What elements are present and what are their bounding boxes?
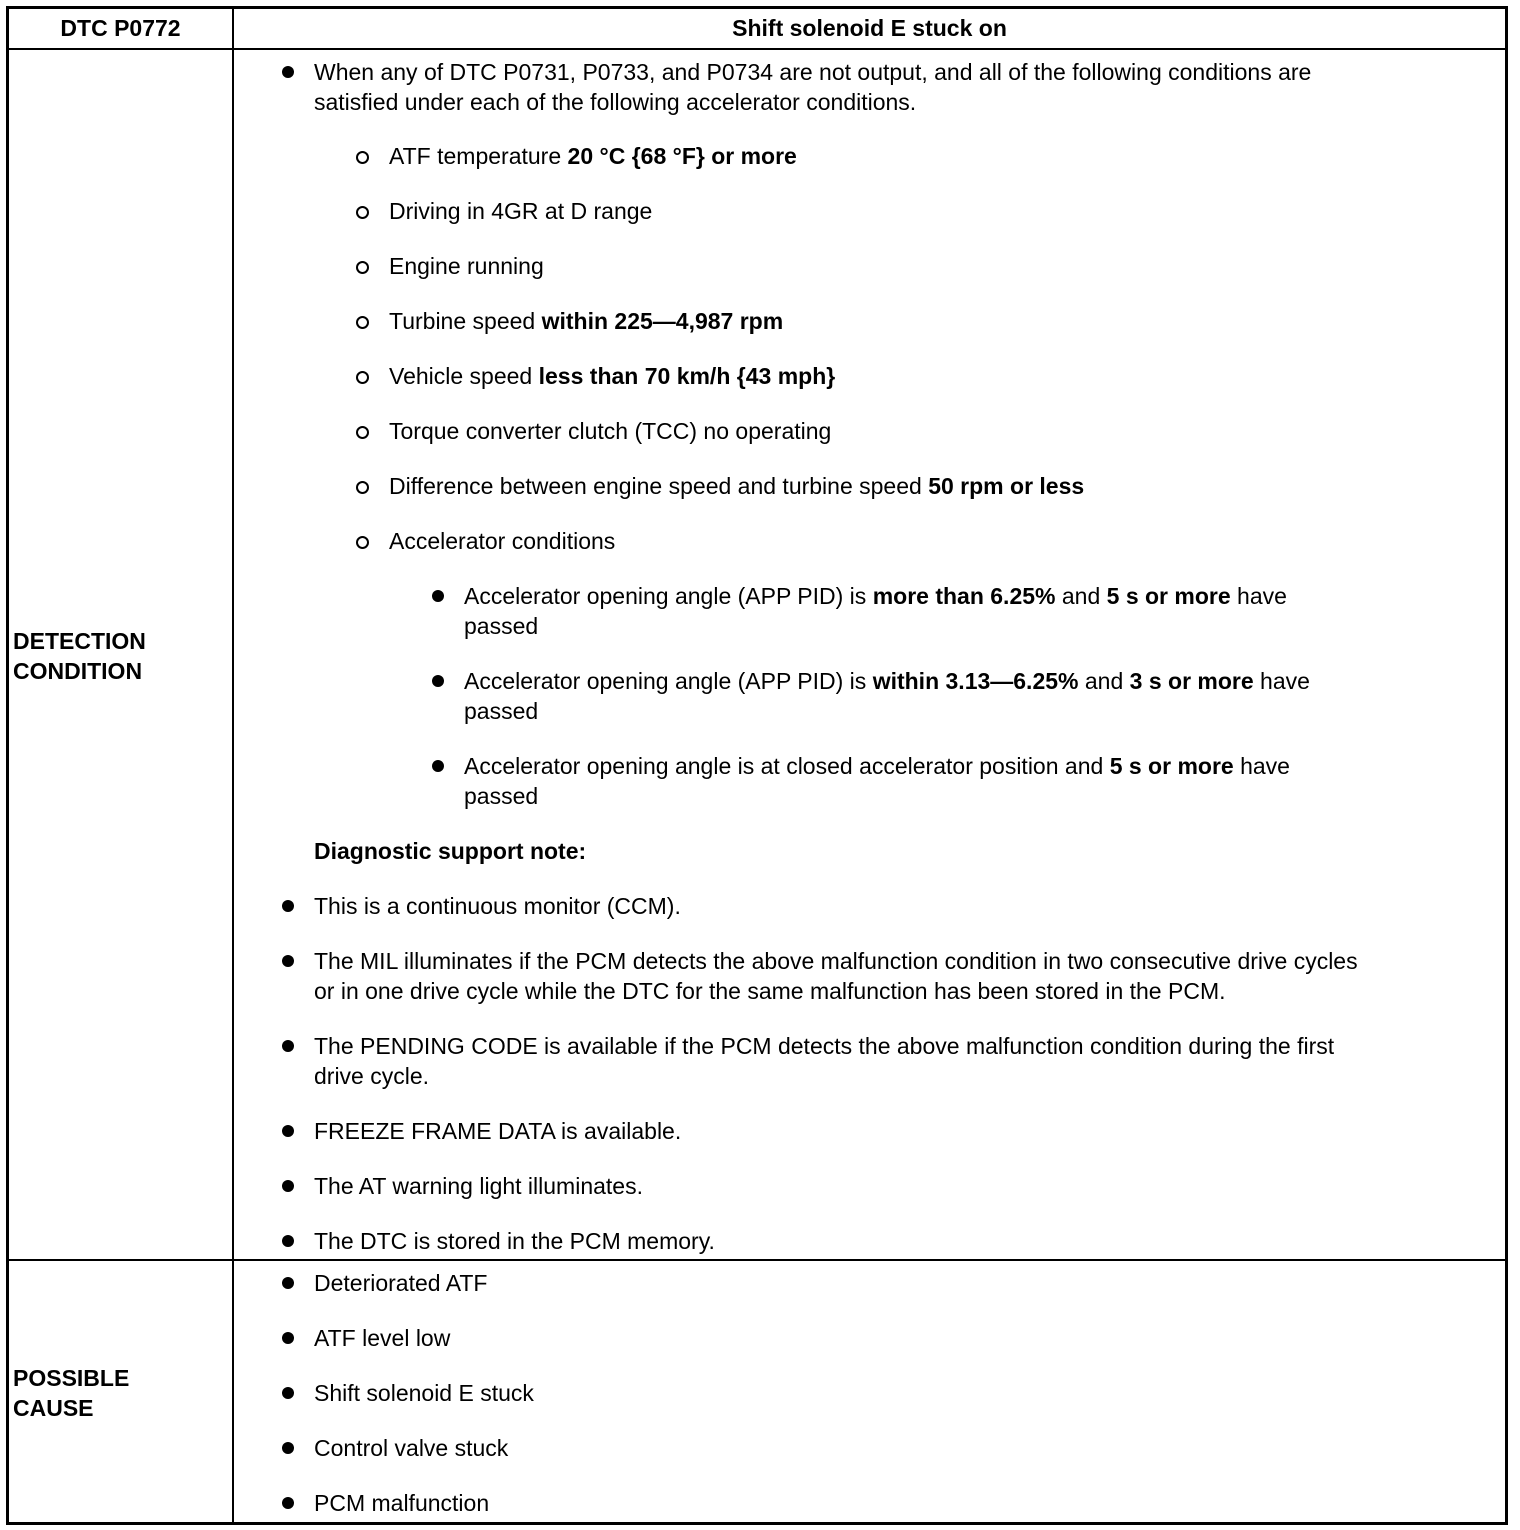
bullet-icon [282, 1277, 294, 1289]
note-dtc-stored: The DTC is stored in the PCM memory. [314, 1228, 715, 1254]
bullet-icon [282, 1235, 294, 1247]
dtc-code: DTC P0772 [60, 15, 181, 41]
possible-cause-label [13, 1363, 129, 1423]
detection-condition-label [13, 626, 146, 686]
bullet-icon [282, 66, 294, 78]
note-continuous-monitor: This is a continuous monitor (CCM). [314, 893, 681, 919]
bullet-icon [282, 1442, 294, 1454]
condition-speed-difference: Difference between engine speed and turbine speed 50 rpm or less [389, 473, 1085, 499]
ring-bullet-icon [356, 151, 369, 164]
detection-label-line2: CONDITION [13, 658, 143, 684]
bullet-icon [282, 955, 294, 967]
ring-bullet-icon [356, 371, 369, 384]
column-divider [232, 6, 234, 1525]
condition-accelerator: Accelerator conditions [389, 528, 616, 554]
ring-bullet-icon [356, 426, 369, 439]
note-freeze-frame: FREEZE FRAME DATA is available. [314, 1118, 682, 1144]
ring-bullet-icon [356, 261, 369, 274]
condition-vehicle-speed: Vehicle speed less than 70 km/h {43 mph} [389, 363, 836, 389]
cause-item: Control valve stuck [314, 1435, 509, 1461]
bullet-icon [282, 1125, 294, 1137]
ring-bullet-icon [356, 481, 369, 494]
dtc-title: Shift solenoid E stuck on [732, 15, 1007, 41]
cause-item: Deteriorated ATF [314, 1270, 488, 1296]
intro-line1: When any of DTC P0731, P0733, and P0734 are not output, and all of the following conditions are [314, 59, 1312, 85]
bullet-icon [432, 760, 444, 772]
cause-item: Shift solenoid E stuck [314, 1380, 534, 1406]
cause-label-line2: CAUSE [13, 1395, 94, 1421]
condition-turbine-speed: Turbine speed within 225—4,987 rpm [389, 308, 784, 334]
cause-item: PCM malfunction [314, 1490, 490, 1516]
bullet-icon [282, 1332, 294, 1344]
bullet-icon [282, 1180, 294, 1192]
accel-condition-2: Accelerator opening angle (APP PID) is within 3.13—6.25% and 3 s or more have passed [464, 668, 1310, 724]
accel-condition-1: Accelerator opening angle (APP PID) is more than 6.25% and 5 s or more have passed [464, 583, 1287, 639]
bullet-icon [282, 1387, 294, 1399]
detection-label-line1: DETECTION [13, 628, 146, 654]
header-divider [6, 48, 1508, 50]
intro-line2: satisfied under each of the following accelerator conditions. [314, 89, 917, 115]
ring-bullet-icon [356, 536, 369, 549]
cause-item: ATF level low [314, 1325, 451, 1351]
condition-tcc: Torque converter clutch (TCC) no operating [389, 418, 832, 444]
note-mil: The MIL illuminates if the PCM detects the above malfunction condition in two consecutive drive cycles or in one drive cycle while the DTC for the same malfunction has been stored in the PCM. [314, 948, 1358, 1004]
bullet-icon [432, 675, 444, 687]
row-divider [6, 1259, 1508, 1261]
bullet-icon [282, 900, 294, 912]
condition-driving-4gr: Driving in 4GR at D range [389, 198, 653, 224]
bullet-icon [282, 1040, 294, 1052]
note-at-warning: The AT warning light illuminates. [314, 1173, 643, 1199]
bullet-icon [432, 590, 444, 602]
cause-label-line1: POSSIBLE [13, 1365, 130, 1391]
bullet-icon [282, 1497, 294, 1509]
accel-condition-3: Accelerator opening angle is at closed accelerator position and 5 s or more have passed [464, 753, 1290, 809]
note-pending-code: The PENDING CODE is available if the PCM detects the above malfunction condition during the first drive cycle. [314, 1033, 1335, 1089]
condition-engine-running: Engine running [389, 253, 544, 279]
condition-atf-temperature: ATF temperature 20 °C {68 °F} or more [389, 143, 797, 169]
ring-bullet-icon [356, 316, 369, 329]
ring-bullet-icon [356, 206, 369, 219]
diagnostic-note-heading: Diagnostic support note: [314, 838, 587, 864]
detection-intro [314, 57, 1311, 117]
